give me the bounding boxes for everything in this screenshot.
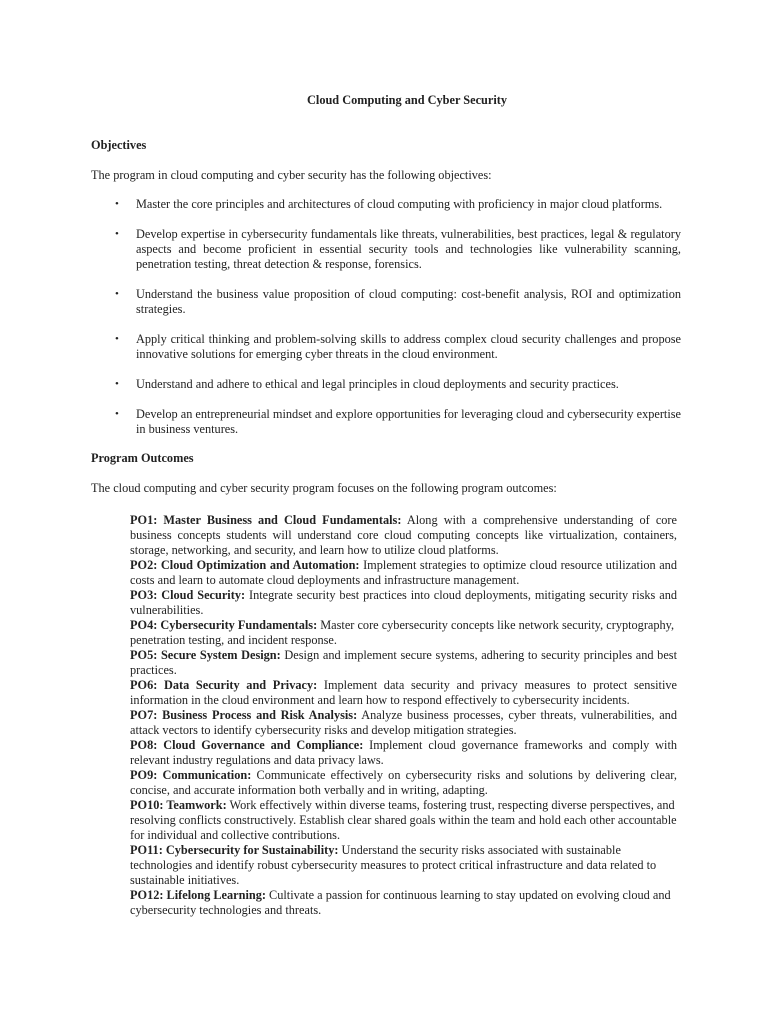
program-outcomes-list	[130, 513, 677, 918]
list-item	[91, 332, 681, 362]
outcome-label: PO1: Master Business and Cloud Fundamentals:	[130, 513, 402, 527]
outcome-text: Implement strategies to optimize cloud resource utilization and costs and learn to automate cloud deployments and infrastructure management.	[130, 558, 677, 587]
objective-text: Develop an entrepreneurial mindset and explore opportunities for leveraging cloud and cybersecurity expertise in business ventures.	[136, 407, 681, 436]
outcome-item	[130, 648, 677, 678]
outcome-label: PO7: Business Process and Risk Analysis:	[130, 708, 358, 722]
bullet-icon: •	[115, 198, 119, 210]
objective-text: Apply critical thinking and problem-solving skills to address complex cloud security challenges and propose innovative solutions for emerging cyber threats in the cloud environment.	[136, 332, 681, 361]
outcome-label: PO12: Lifelong Learning:	[130, 888, 266, 902]
outcome-label: PO6: Data Security and Privacy:	[130, 678, 318, 692]
list-item	[91, 287, 681, 317]
outcome-text: Master core cybersecurity concepts like network security, cryptography, penetration testing, and incident response.	[130, 618, 675, 647]
bullet-icon: •	[115, 378, 119, 390]
outcome-label: PO8: Cloud Governance and Compliance:	[130, 738, 364, 752]
outcome-item	[130, 513, 677, 558]
outcome-label: PO11: Cybersecurity for Sustainability:	[130, 843, 339, 857]
outcome-label: PO9: Communication:	[130, 768, 252, 782]
bullet-icon: •	[115, 333, 119, 345]
outcome-item	[130, 678, 677, 708]
outcome-item	[130, 843, 677, 888]
outcome-label: PO4: Cybersecurity Fundamentals:	[130, 618, 318, 632]
outcome-label: PO10: Teamwork:	[130, 798, 227, 812]
objective-text: Understand and adhere to ethical and legal principles in cloud deployments and security practices.	[136, 377, 619, 391]
bullet-icon: •	[115, 408, 119, 420]
outcome-text: Design and implement secure systems, adhering to security principles and best practices.	[130, 648, 677, 677]
objective-text: Develop expertise in cybersecurity fundamentals like threats, vulnerabilities, best practices, legal & regulatory aspects and become proficient in essential security tools and technologies like vulnerability scanning, penetration testing, threat detection & response, forensics.	[136, 227, 681, 271]
objective-text: Understand the business value proposition of cloud computing: cost-benefit analysis, ROI and optimization strategies.	[136, 287, 681, 316]
outcome-item	[130, 588, 677, 618]
outcome-label: PO3: Cloud Security:	[130, 588, 246, 602]
list-item	[91, 377, 681, 392]
objectives-intro: The program in cloud computing and cyber security has the following objectives:	[91, 168, 492, 182]
bullet-icon: •	[115, 228, 119, 240]
list-item	[91, 197, 681, 212]
outcome-label: PO5: Secure System Design:	[130, 648, 281, 662]
program-outcomes-intro: The cloud computing and cyber security program focuses on the following program outcomes:	[91, 481, 557, 495]
outcome-label: PO2: Cloud Optimization and Automation:	[130, 558, 360, 572]
outcome-item	[130, 768, 677, 798]
outcome-item	[130, 558, 677, 588]
outcome-item	[130, 888, 677, 918]
outcome-text: Cultivate a passion for continuous learning to stay updated on evolving cloud and cybersecurity technologies and threats.	[130, 888, 671, 917]
bullet-icon: •	[115, 288, 119, 300]
program-outcomes-heading: Program Outcomes	[91, 451, 194, 465]
outcome-text: Integrate security best practices into cloud deployments, mitigating security risks and vulnerabilities.	[130, 588, 678, 617]
outcome-text: Analyze business processes, cyber threats, vulnerabilities, and attack vectors to identify cybersecurity risks and develop mitigation strategies.	[130, 708, 677, 737]
objective-text: Master the core principles and architectures of cloud computing with proficiency in major cloud platforms.	[136, 197, 663, 211]
list-item	[91, 227, 681, 272]
outcome-text: Work effectively within diverse teams, fostering trust, respecting diverse perspectives, and resolving conflicts constructively. Establish clear shared goals within the team and hold each other accountable for individual and collective contributions.	[130, 798, 677, 842]
list-item	[91, 407, 681, 437]
outcome-text: Implement data security and privacy measures to protect sensitive information in the cloud environment and learn how to respond effectively to cybersecurity incidents.	[130, 678, 677, 707]
objectives-heading: Objectives	[91, 138, 147, 152]
outcome-text: Communicate effectively on cybersecurity risks and solutions by delivering clear, concise, and accurate information both verbally and in writing, adapting.	[130, 768, 677, 797]
outcome-item	[130, 618, 677, 648]
document-title: Cloud Computing and Cyber Security	[307, 93, 507, 107]
outcome-text: Understand the security risks associated with sustainable technologies and identify robust cybersecurity measures to protect critical infrastructure and data related to sustainable initiatives.	[130, 843, 657, 887]
outcome-item	[130, 738, 677, 768]
outcome-item	[130, 708, 677, 738]
outcome-item	[130, 798, 677, 843]
outcome-text: Implement cloud governance frameworks and comply with relevant industry regulations and data privacy laws.	[130, 738, 678, 767]
outcome-text: Along with a comprehensive understanding of core business concepts students will understand core cloud computing concepts like virtualization, containers, storage, networking, and security, and learn how to utilize cloud platforms.	[130, 513, 677, 557]
objectives-list	[91, 197, 681, 452]
